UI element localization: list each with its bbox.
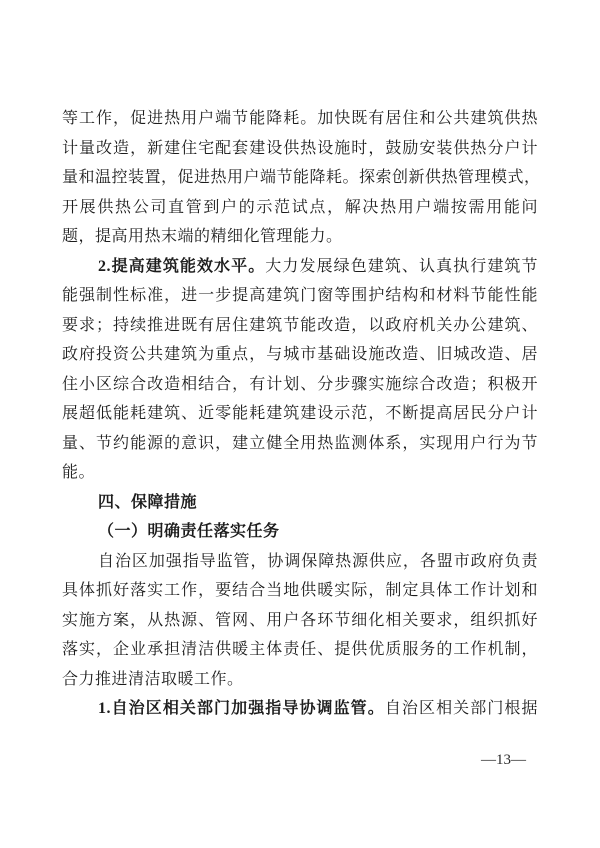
paragraph-text: 自治区相关部门根据 [384,700,538,717]
body-line: 量、节约能源的意识，建立健全用热监测体系，实现用户行为节 [62,434,538,452]
document-body [62,104,541,724]
body-line: 住小区综合改造相结合，有计划、分步骤实施综合改造；积极开 [62,375,538,393]
paragraph-lead: 1.自治区相关部门加强指导协调监管。 [98,700,385,717]
paragraph-lead: 2.提高建筑能效水平。 [98,257,266,275]
body-line: 实施方案，从热源、管网、用户各环节细化相关要求，组织抓好 [62,611,538,629]
body-line [62,252,538,282]
body-line: 政府投资公共建筑为重点，与城市基础设施改造、旧城改造、居 [62,346,538,363]
section-heading: 四、保障措施 [98,493,198,511]
body-line: 等工作，促进热用户端节能降耗。加快既有居住和公共建筑供热 [62,110,538,127]
body-line: 能。 [62,464,96,481]
body-line: 要求；持续推进既有居住建筑节能改造，以政府机关办公建筑、 [62,316,538,334]
body-line: 自治区加强指导监管，协调保障热源供应，各盟市政府负责 [98,552,538,570]
body-line: 开展供热公司直管到户的示范试点，解决热用户端按需用能问 [62,198,538,216]
body-line [62,694,538,724]
body-line: 落实，企业承担清洁供暖主体责任、提供优质服务的工作机制， [62,641,538,658]
body-line: 量和温控装置，促进热用户端节能降耗。探索创新供热管理模式， [62,169,541,186]
subsection-heading: （一）明确责任落实任务 [98,523,280,540]
body-line: 展超低能耗建筑、近零能耗建筑建设示范，不断提高居民分户计 [62,405,538,422]
body-line: 具体抓好落实工作，要结合当地供暖实际，制定具体工作计划和 [62,582,538,599]
body-line: 计量改造，新建住宅配套建设供热设施时，鼓励安装供热分户计 [62,139,538,157]
body-line: 能强制性标准，进一步提高建筑门窗等围护结构和材料节能性能 [62,287,538,304]
body-line: 题，提高用热末端的精细化管理能力。 [62,228,343,245]
body-line: 合力推进清洁取暖工作。 [62,670,244,688]
page-number: —13— [481,752,526,768]
paragraph-text: 大力发展绿色建筑、认真执行建筑节 [265,257,538,275]
